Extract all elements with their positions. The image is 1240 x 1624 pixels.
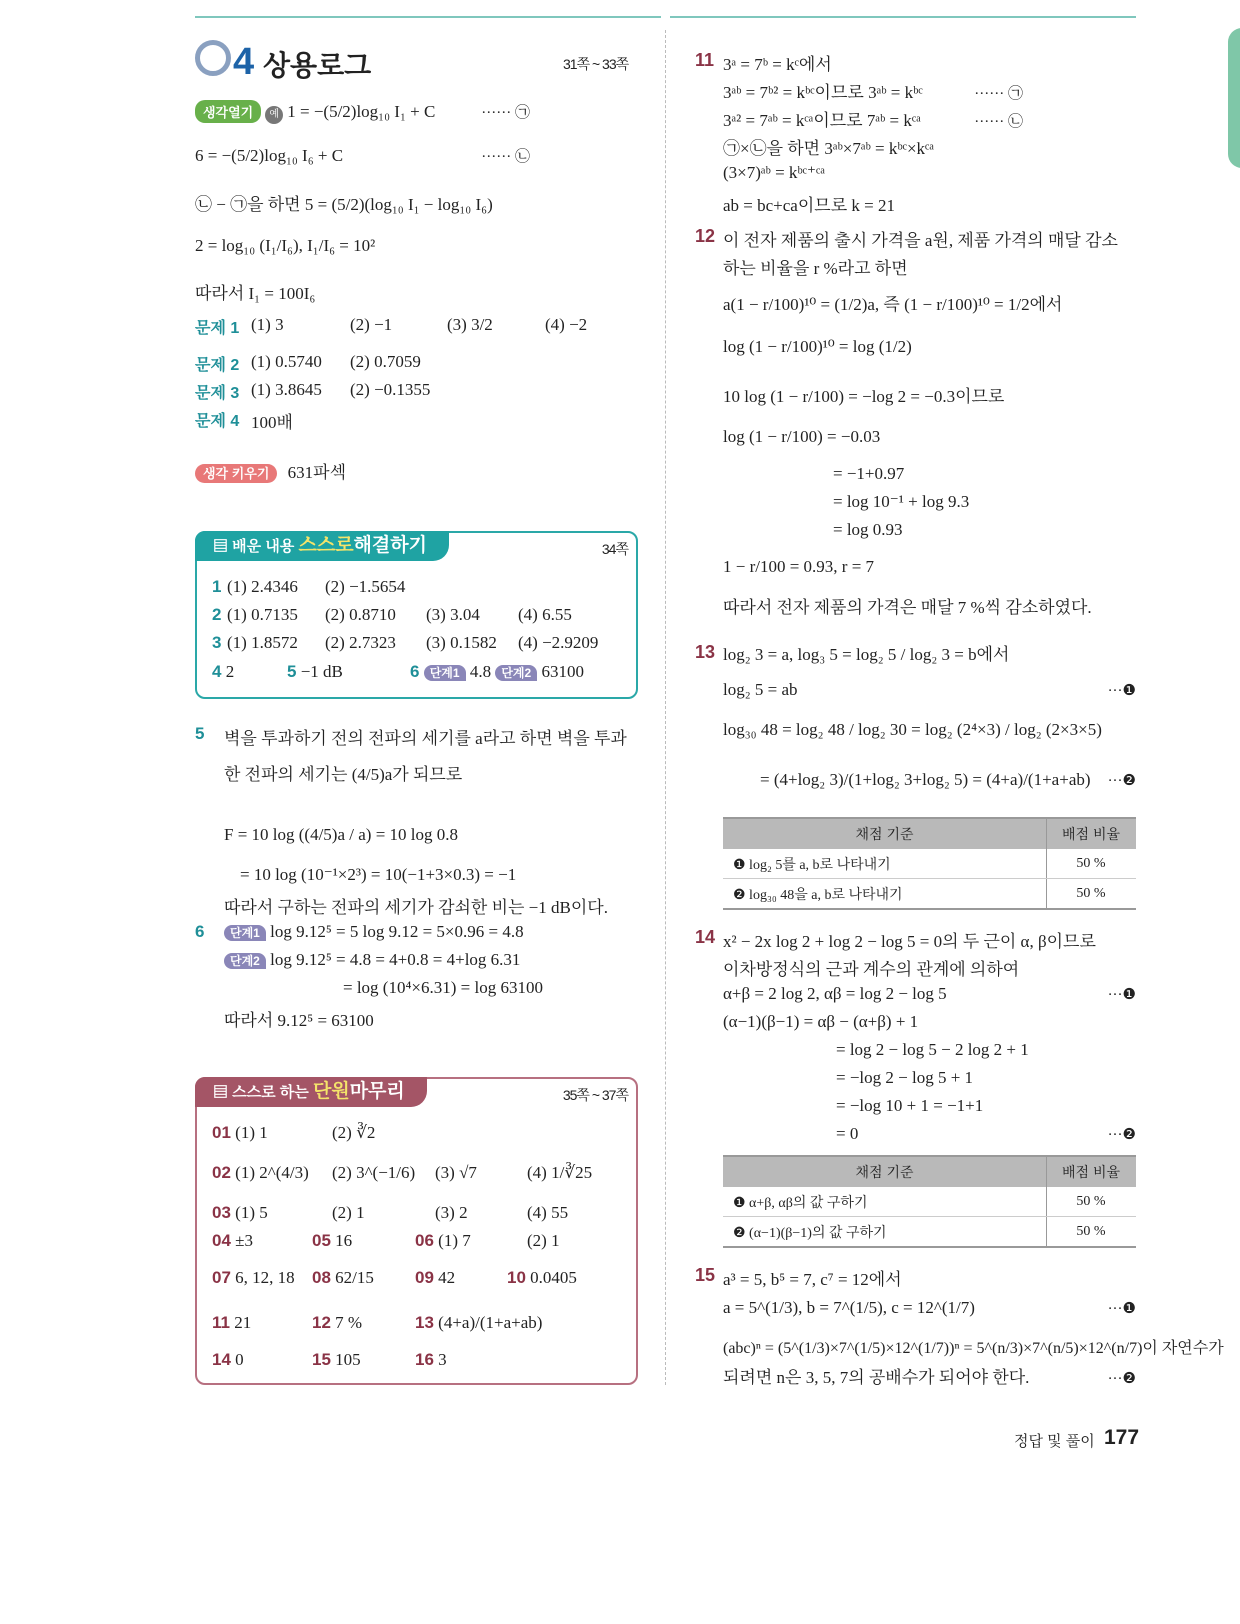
review-item xyxy=(212,1203,268,1223)
item-number: 05 xyxy=(312,1231,331,1250)
solution-number: 13 xyxy=(695,642,716,662)
think-open-line-2 xyxy=(195,145,530,166)
solution-line: (abc)ⁿ = (5^(1/3)×7^(1/5)×12^(1/7))ⁿ = 5^(n/3)×7^(n/5)×12^(n/7)이 자연수가 xyxy=(723,1340,1224,1357)
answer: (4) −2 xyxy=(545,315,588,334)
solution-line: 10 log (1 − r/100) = −log 2 = −0.3이므로 xyxy=(723,387,1005,406)
answer: (2) ∛2 xyxy=(332,1123,376,1142)
review-item xyxy=(435,1163,477,1183)
review-item xyxy=(312,1268,374,1288)
solution-line: a(1 − r/100)¹⁰ = (1/2)a, 즉 (1 − r/100)¹⁰ = 1/2에서 xyxy=(723,295,1063,314)
think-open-badge: 생각열기 xyxy=(195,100,261,123)
self-solve-pages: 34쪽 xyxy=(601,541,628,557)
answer: (1) 0.7135 xyxy=(227,605,298,624)
solution-line: log₃₀ 48 = log₂ 48 / log₂ 30 = log₂ (2⁴×3) / log₂ (2×3×5) xyxy=(723,720,1102,739)
table-header: 채점 기준 xyxy=(723,1156,1047,1187)
equation: 따라서 I₁ = 100I₆ xyxy=(195,284,316,303)
item-number: 09 xyxy=(415,1268,434,1287)
section-pages: 31쪽 ~ 33쪽 xyxy=(563,56,629,72)
answer: 21 xyxy=(234,1313,252,1332)
solution-line-with-marker xyxy=(723,680,1136,700)
equation: 2 = log₁₀ (I₁/I₆), I₁/I₆ = 10² xyxy=(195,236,376,255)
review-item xyxy=(212,1163,309,1183)
solution-line: x² − 2x log 2 + log 2 − log 5 = 0의 두 근이 α, β이므로 xyxy=(723,932,1096,951)
solution-line-with-marker xyxy=(723,106,1023,131)
solution-number: 15 xyxy=(695,1265,716,1285)
equation: ㉡ − ㉠을 하면 5 = (5/2)(log₁₀ I₁ − log₁₀ I₆) xyxy=(195,195,493,214)
answer: (1) 3 xyxy=(251,315,284,334)
answer: 0.0405 xyxy=(530,1268,577,1287)
marker: ···❶ xyxy=(1107,683,1136,699)
solution-number: 14 xyxy=(695,927,716,947)
solution-line: 따라서 9.12⁵ = 63100 xyxy=(224,1011,374,1030)
answer: (3) √7 xyxy=(435,1163,477,1182)
unit-review-pages: 35쪽 ~ 37쪽 xyxy=(562,1087,628,1103)
item-number: 13 xyxy=(415,1313,434,1332)
item-number: 14 xyxy=(212,1350,231,1369)
solution-number: 5 xyxy=(195,724,205,743)
item-number: 06 xyxy=(415,1231,434,1250)
answer: (1) 1 xyxy=(235,1123,268,1142)
solution-line-with-marker xyxy=(723,78,1023,103)
item-number: 2 xyxy=(212,605,222,624)
problem-row xyxy=(195,380,431,403)
review-item xyxy=(527,1231,560,1251)
solution-line: 3ᵃ² = 7ᵃᵇ = kᶜᵃ이므로 7ᵃᵇ = kᶜᵃ xyxy=(723,111,921,130)
solution-line-with-marker xyxy=(836,1124,1136,1144)
item-number: 10 xyxy=(507,1268,526,1287)
solution-line: 이차방정식의 근과 계수의 관계에 의하여 xyxy=(723,960,1020,979)
think-grow-answer: 631파섹 xyxy=(287,463,347,482)
review-item xyxy=(507,1268,577,1288)
solution-line: = −log 2 − log 5 + 1 xyxy=(836,1068,974,1087)
header-rest: 해결하기 xyxy=(353,535,427,556)
note-icon: ▤ xyxy=(213,538,233,555)
footer-label: 정답 및 풀이 xyxy=(1014,1433,1095,1450)
answer-row xyxy=(212,662,632,682)
section-title: 상용로그 xyxy=(263,50,372,81)
solution-line: (3×7)ᵃᵇ = kᵇᶜ⁺ᶜᵃ xyxy=(723,163,825,182)
answer: (3) 2 xyxy=(435,1203,468,1222)
column-divider xyxy=(665,30,666,1385)
problem-label: 문제 3 xyxy=(195,385,240,402)
answer: (4) −2.9209 xyxy=(518,633,599,652)
answer: 62/15 xyxy=(335,1268,374,1287)
solution-line: = −log 10 + 1 = −1+1 xyxy=(836,1096,984,1115)
answer: −1 dB xyxy=(300,662,343,681)
unit-review-box xyxy=(195,1077,638,1385)
review-item xyxy=(312,1231,352,1251)
problem-label: 문제 2 xyxy=(195,357,240,374)
answer: (2) 0.7059 xyxy=(350,352,421,371)
solution-number: 6 xyxy=(195,922,205,941)
table-cell: ❶ log₂ 5를 a, b로 나타내기 xyxy=(723,849,1047,879)
marker: ···❷ xyxy=(1107,773,1136,789)
self-solve-header xyxy=(195,531,449,561)
header-rest: 마무리 xyxy=(349,1081,405,1102)
answer: 4.8 xyxy=(469,662,492,681)
section-number xyxy=(195,40,254,84)
solution-line: α+β = 2 log 2, αβ = log 2 − log 5 xyxy=(723,984,947,1003)
review-item xyxy=(312,1350,361,1370)
answer: 63100 xyxy=(541,662,584,681)
answer-row xyxy=(212,577,406,597)
solution-line: 따라서 구하는 전파의 세기가 감쇠한 비는 −1 dB이다. xyxy=(224,898,608,917)
item-number: 03 xyxy=(212,1203,231,1222)
solution-line-with-marker xyxy=(760,770,1136,790)
solution-line: 하는 비율을 r %라고 하면 xyxy=(723,259,908,278)
review-item xyxy=(212,1350,244,1370)
answer: 3 xyxy=(438,1350,447,1369)
answer: 100배 xyxy=(251,413,293,432)
page-number: 177 xyxy=(1104,1426,1140,1449)
top-rule-right xyxy=(670,16,1136,18)
grading-table xyxy=(723,1155,1136,1248)
answer: (2) 0.8710 xyxy=(325,605,396,624)
answer: (3) 3/2 xyxy=(447,315,493,334)
table-header: 채점 기준 xyxy=(723,818,1047,849)
solution-line-with-marker xyxy=(723,1298,1136,1318)
solution-line: F = 10 log ((4/5)a / a) = 10 log 0.8 xyxy=(224,825,459,844)
grading-table xyxy=(723,817,1136,910)
solution-line: 1 − r/100 = 0.93, r = 7 xyxy=(723,557,875,576)
review-item xyxy=(527,1163,592,1183)
answer: 2 xyxy=(225,662,235,681)
answer: (3) 3.04 xyxy=(426,605,480,624)
solution-line: 따라서 전자 제품의 가격은 매달 7 %씩 감소하였다. xyxy=(723,598,1092,617)
answer: (1) 1.8572 xyxy=(227,633,298,652)
problem-row xyxy=(195,315,588,338)
answer-row xyxy=(212,605,572,625)
top-rule-left xyxy=(195,16,661,18)
marker: ···❷ xyxy=(1107,1371,1136,1387)
solution-line: 되려면 n은 3, 5, 7의 공배수가 되어야 한다. xyxy=(723,1368,1030,1387)
answer: (4) 1/∛25 xyxy=(527,1163,593,1182)
answer: (2) 1 xyxy=(527,1231,560,1250)
table-row xyxy=(723,879,1136,910)
equation: 6 = −(5/2)log₁₀ I₆ + C xyxy=(195,146,344,165)
header-highlight: 단원 xyxy=(312,1081,350,1102)
solution-line: 3ᵃ = 7ᵇ = kᶜ에서 xyxy=(723,55,832,74)
answer-row xyxy=(212,633,599,653)
solution-line: a³ = 5, b⁵ = 7, c⁷ = 12에서 xyxy=(723,1270,902,1289)
item-number: 5 xyxy=(287,662,297,681)
problem-label: 문제 1 xyxy=(195,320,240,337)
header-highlight: 스스로 xyxy=(298,535,354,556)
table-cell: 50 % xyxy=(1047,1217,1137,1248)
answer: ±3 xyxy=(235,1231,254,1250)
answer: (2) 1 xyxy=(332,1203,365,1222)
review-item xyxy=(212,1313,251,1333)
review-item xyxy=(415,1231,471,1251)
solution-line: 벽을 투과하기 전의 전파의 세기를 a라고 하면 벽을 투과 xyxy=(224,729,627,748)
answer: (4) 55 xyxy=(527,1203,569,1222)
header-prefix: 스스로 하는 xyxy=(232,1084,309,1101)
marker: ···❶ xyxy=(1107,987,1136,1003)
item-number: 07 xyxy=(212,1268,231,1287)
answer: (1) 3.8645 xyxy=(251,380,322,399)
side-tab xyxy=(1228,28,1240,168)
solution-line-with-marker xyxy=(723,1363,1136,1388)
step2-badge: 단계2 xyxy=(224,953,266,969)
item-number: 01 xyxy=(212,1123,231,1142)
answer: (2) −1 xyxy=(350,315,393,334)
marker: ···❷ xyxy=(1107,1127,1136,1143)
item-number: 1 xyxy=(212,577,222,596)
equation: 1 = −(5/2)log₁₀ I₁ + C xyxy=(287,102,436,121)
header-prefix: 배운 내용 xyxy=(232,538,295,555)
answer: 0 xyxy=(235,1350,244,1369)
solution-line xyxy=(224,922,524,942)
item-number: 16 xyxy=(415,1350,434,1369)
answer: (2) −1.5654 xyxy=(325,577,406,596)
table-cell: ❷ log₃₀ 48을 a, b로 나타내기 xyxy=(723,879,1047,910)
review-item xyxy=(415,1268,455,1288)
item-number: 3 xyxy=(212,633,222,652)
self-solve-box xyxy=(195,531,638,699)
answer: (1) 0.5740 xyxy=(251,352,322,371)
solution-line: = −1+0.97 xyxy=(833,464,905,483)
solution-line: log (1 − r/100)¹⁰ = log (1/2) xyxy=(723,337,912,356)
solution-line: ab = bc+ca이므로 k = 21 xyxy=(723,196,895,215)
answer: (1) 2^(4/3) xyxy=(235,1163,309,1182)
review-item xyxy=(435,1203,468,1223)
answer: (1) 7 xyxy=(438,1231,471,1250)
answer: (3) 0.1582 xyxy=(426,633,497,652)
solution-line: = log 2 − log 5 − 2 log 2 + 1 xyxy=(836,1040,1029,1059)
table-cell: 50 % xyxy=(1047,849,1137,879)
solution-line: 이 전자 제품의 출시 가격을 a원, 제품 가격의 매달 감소 xyxy=(723,231,1118,250)
table-row xyxy=(723,1187,1136,1217)
solution-line: log₂ 3 = a, log₃ 5 = log₂ 5 / log₂ 3 = b에서 xyxy=(723,645,1010,664)
table-row xyxy=(723,849,1136,879)
solution-line: = log 10⁻¹ + log 9.3 xyxy=(833,492,970,511)
solution-line: = log (10⁴×6.31) = log 63100 xyxy=(343,978,543,997)
item-number: 04 xyxy=(212,1231,231,1250)
review-item xyxy=(415,1350,447,1370)
answer: (4+a)/(1+a+ab) xyxy=(438,1313,543,1332)
review-item xyxy=(212,1123,268,1143)
think-grow-badge: 생각 키우기 xyxy=(195,464,277,483)
item-number: 15 xyxy=(312,1350,331,1369)
solution-number: 12 xyxy=(695,226,716,246)
step2-badge: 단계2 xyxy=(495,665,537,681)
solution-text: log 9.12⁵ = 4.8 = 4+0.8 = 4+log 6.31 xyxy=(270,950,521,969)
review-item xyxy=(527,1203,568,1223)
solution-line: 한 전파의 세기는 (4/5)a가 되므로 xyxy=(224,765,463,784)
solution-line: = 10 log (10⁻¹×2³) = 10(−1+3×0.3) = −1 xyxy=(240,865,517,884)
problem-row xyxy=(195,408,293,432)
item-number: 12 xyxy=(312,1313,331,1332)
answer: (1) 2.4346 xyxy=(227,577,298,596)
solution-line: 3ᵃᵇ = 7ᵇ² = kᵇᶜ이므로 3ᵃᵇ = kᵇᶜ xyxy=(723,83,923,102)
solution-line: log₂ 5 = ab xyxy=(723,680,798,699)
item-number: 02 xyxy=(212,1163,231,1182)
review-item xyxy=(312,1313,362,1333)
solution-line: = log 0.93 xyxy=(833,520,903,539)
step1-badge: 단계1 xyxy=(224,925,266,941)
item-number: 6 xyxy=(410,662,420,681)
review-item xyxy=(415,1313,542,1333)
solution-line: ㉠×㉡을 하면 3ᵃᵇ×7ᵃᵇ = kᵇᶜ×kᶜᵃ xyxy=(723,139,935,158)
solution-text: log 9.12⁵ = 5 log 9.12 = 5×0.96 = 4.8 xyxy=(270,922,524,941)
marker: ···❶ xyxy=(1107,1301,1136,1317)
solution-line: = 0 xyxy=(836,1124,859,1143)
unit-review-header xyxy=(195,1077,427,1107)
answer: 7 % xyxy=(335,1313,363,1332)
table-row xyxy=(723,1217,1136,1248)
answer: (2) 3^(−1/6) xyxy=(332,1163,416,1182)
table-header: 배점 비율 xyxy=(1047,1156,1137,1187)
think-open-line-1 xyxy=(195,100,530,124)
answer: (4) 6.55 xyxy=(518,605,572,624)
problem-label: 문제 4 xyxy=(195,413,240,430)
item-number: 11 xyxy=(212,1313,230,1332)
solution-line xyxy=(224,950,520,970)
problem-row xyxy=(195,352,421,375)
table-cell: 50 % xyxy=(1047,879,1137,910)
review-item xyxy=(332,1163,415,1183)
table-cell: ❶ α+β, αβ의 값 구하기 xyxy=(723,1187,1047,1217)
review-item xyxy=(212,1268,295,1288)
answer: 16 xyxy=(335,1231,353,1250)
example-icon: 예 xyxy=(265,106,283,124)
solution-line: log (1 − r/100) = −0.03 xyxy=(723,427,881,446)
section-number-digit: 4 xyxy=(233,41,255,83)
table-header: 배점 비율 xyxy=(1047,818,1137,849)
book-icon: ▤ xyxy=(213,1084,233,1101)
answer: (1) 5 xyxy=(235,1203,268,1222)
review-item xyxy=(332,1203,365,1223)
review-item xyxy=(332,1123,375,1143)
answer: 105 xyxy=(335,1350,361,1369)
item-number: 4 xyxy=(212,662,222,681)
answer: 6, 12, 18 xyxy=(235,1268,295,1287)
answer: 42 xyxy=(438,1268,456,1287)
solution-line-with-marker xyxy=(723,984,1136,1004)
item-number: 08 xyxy=(312,1268,331,1287)
marker: ······ ㉡ xyxy=(481,149,530,165)
solution-line: a = 5^(1/3), b = 7^(1/5), c = 12^(1/7) xyxy=(723,1298,975,1317)
answer: (2) −0.1355 xyxy=(350,380,431,399)
marker: ······ ㉡ xyxy=(974,114,1023,130)
circle-zero-icon xyxy=(195,40,231,76)
solution-number: 11 xyxy=(695,50,715,70)
solution-line: = (4+log₂ 3)/(1+log₂ 3+log₂ 5) = (4+a)/(1+a+ab) xyxy=(760,770,1091,789)
review-item xyxy=(212,1231,253,1251)
think-grow-row xyxy=(195,458,346,483)
answer: (2) 2.7323 xyxy=(325,633,396,652)
marker: ······ ㉠ xyxy=(974,86,1023,102)
solution-line: (α−1)(β−1) = αβ − (α+β) + 1 xyxy=(723,1012,919,1031)
step1-badge: 단계1 xyxy=(424,665,466,681)
marker: ······ ㉠ xyxy=(481,105,530,121)
table-cell: 50 % xyxy=(1047,1187,1137,1217)
table-cell: ❷ (α−1)(β−1)의 값 구하기 xyxy=(723,1217,1047,1248)
